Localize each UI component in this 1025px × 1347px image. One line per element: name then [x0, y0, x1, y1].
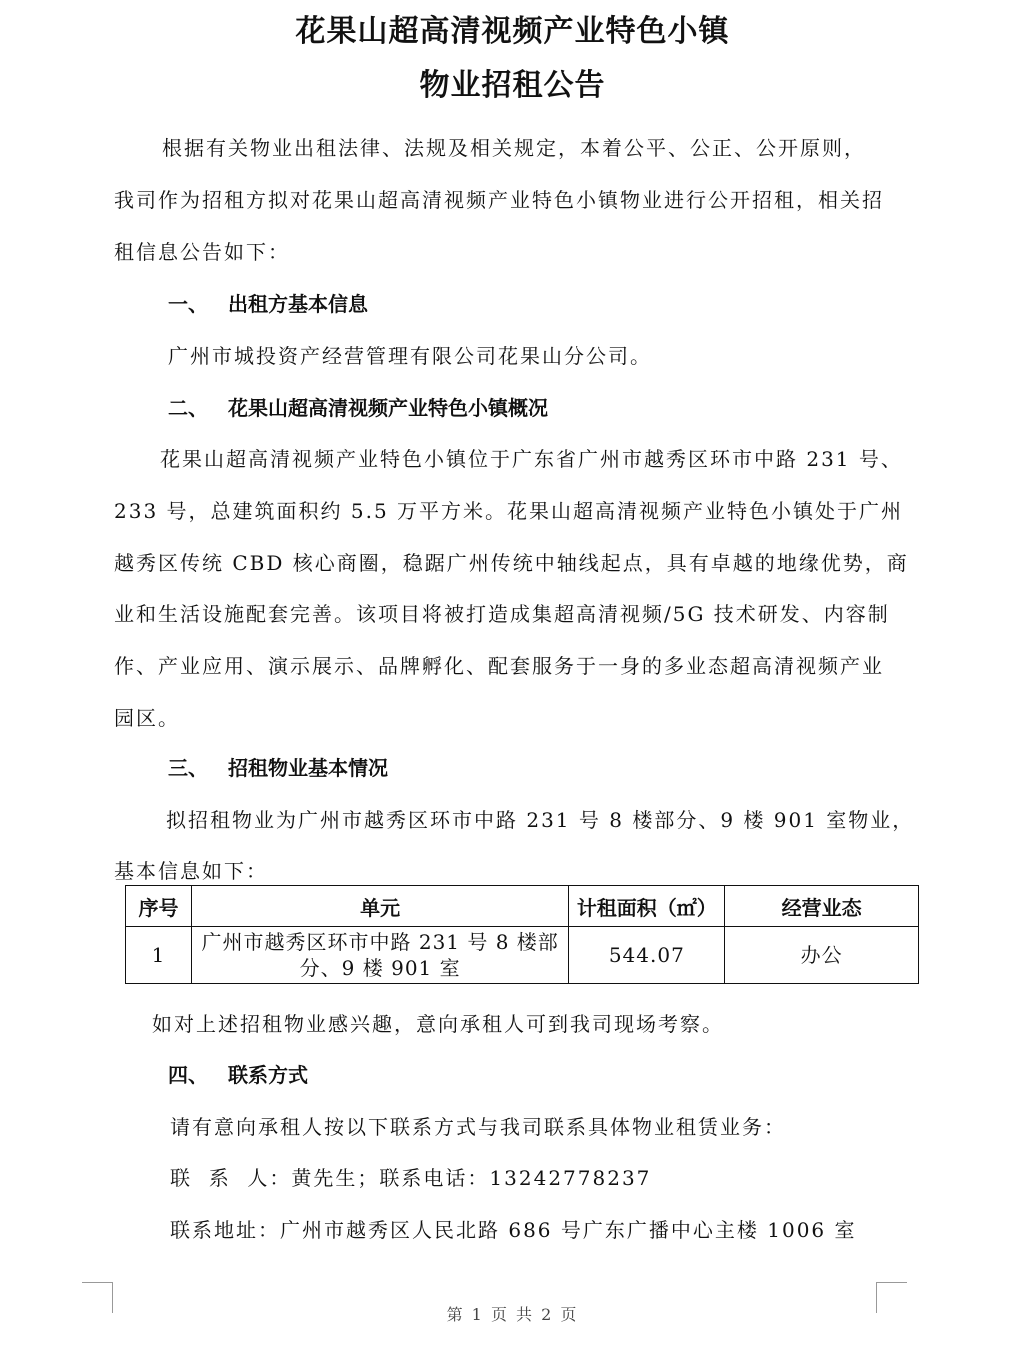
- table-cell-area: 544.07: [569, 927, 725, 984]
- table-header-row: [126, 886, 919, 927]
- section2-number: 二、: [168, 396, 208, 420]
- table-cell-type: 办公: [725, 927, 919, 984]
- section1-text: 广州市城投资产经营管理有限公司花果山分公司。: [168, 344, 652, 368]
- section2-line-5: 作、产业应用、演示展示、品牌孵化、配套服务于一身的多业态超高清视频产业: [114, 654, 884, 678]
- document-title-line1: 花果山超高清视频产业特色小镇: [295, 14, 730, 49]
- section4-number: 四、: [168, 1063, 208, 1087]
- section4-title: 联系方式: [228, 1063, 308, 1087]
- section2-title: 花果山超高清视频产业特色小镇概况: [228, 396, 548, 420]
- section2-heading: [168, 392, 548, 421]
- contact-instruction: 请有意向承租人按以下联系方式与我司联系具体物业租赁业务：: [170, 1115, 786, 1139]
- section2-line-4: 业和生活设施配套完善。该项目将被打造成集超高清视频/5G 技术研发、内容制: [114, 602, 890, 626]
- table-header-area: 计租面积（㎡）: [569, 886, 725, 927]
- table-cell-unit-line1: 广州市越秀区环市中路 231 号 8 楼部: [201, 930, 559, 954]
- document-title-line2: 物业招租公告: [419, 68, 606, 103]
- table-header-no: 序号: [126, 886, 192, 927]
- table-cell-no: 1: [126, 927, 192, 984]
- section1-heading: [168, 288, 368, 317]
- intro-line-2: 我司作为招租方拟对花果山超高清视频产业特色小镇物业进行公开招租，相关招: [114, 188, 884, 212]
- section3-note: 如对上述招租物业感兴趣，意向承租人可到我司现场考察。: [152, 1012, 724, 1036]
- table-header-type: 经营业态: [725, 886, 919, 927]
- property-info-table: [125, 885, 919, 984]
- contact-address: 联系地址：广州市越秀区人民北路 686 号广东广播中心主楼 1006 室: [170, 1218, 857, 1242]
- section3-number: 三、: [168, 756, 208, 780]
- contact-person-phone: 联 系 人：黄先生；联系电话：13242778237: [170, 1166, 652, 1190]
- section3-line-1: 拟招租物业为广州市越秀区环市中路 231 号 8 楼部分、9 楼 901 室物业，: [166, 808, 915, 832]
- table-row: [126, 927, 919, 984]
- section3-heading: [168, 752, 388, 781]
- page-footer: 第 1 页 共 2 页: [446, 1305, 579, 1324]
- table-cell-unit: [191, 927, 568, 984]
- section2-line-3: 越秀区传统 CBD 核心商圈，稳踞广州传统中轴线起点，具有卓越的地缘优势，商: [114, 551, 909, 575]
- section2-line-1: 花果山超高清视频产业特色小镇位于广东省广州市越秀区环市中路 231 号、: [160, 447, 903, 471]
- table-header-unit: 单元: [191, 886, 568, 927]
- intro-line-1: 根据有关物业出租法律、法规及相关规定，本着公平、公正、公开原则，: [162, 136, 866, 160]
- section1-title: 出租方基本信息: [228, 292, 368, 316]
- intro-line-3: 租信息公告如下：: [114, 240, 290, 264]
- section2-line-6: 园区。: [114, 706, 180, 730]
- section3-line-2: 基本信息如下：: [114, 859, 268, 883]
- section1-number: 一、: [168, 292, 208, 316]
- table-cell-unit-line2: 分、9 楼 901 室: [299, 956, 461, 980]
- section2-line-2: 233 号，总建筑面积约 5.5 万平方米。花果山超高清视频产业特色小镇处于广州: [114, 499, 904, 523]
- section3-title: 招租物业基本情况: [228, 756, 388, 780]
- section4-heading: [168, 1059, 308, 1088]
